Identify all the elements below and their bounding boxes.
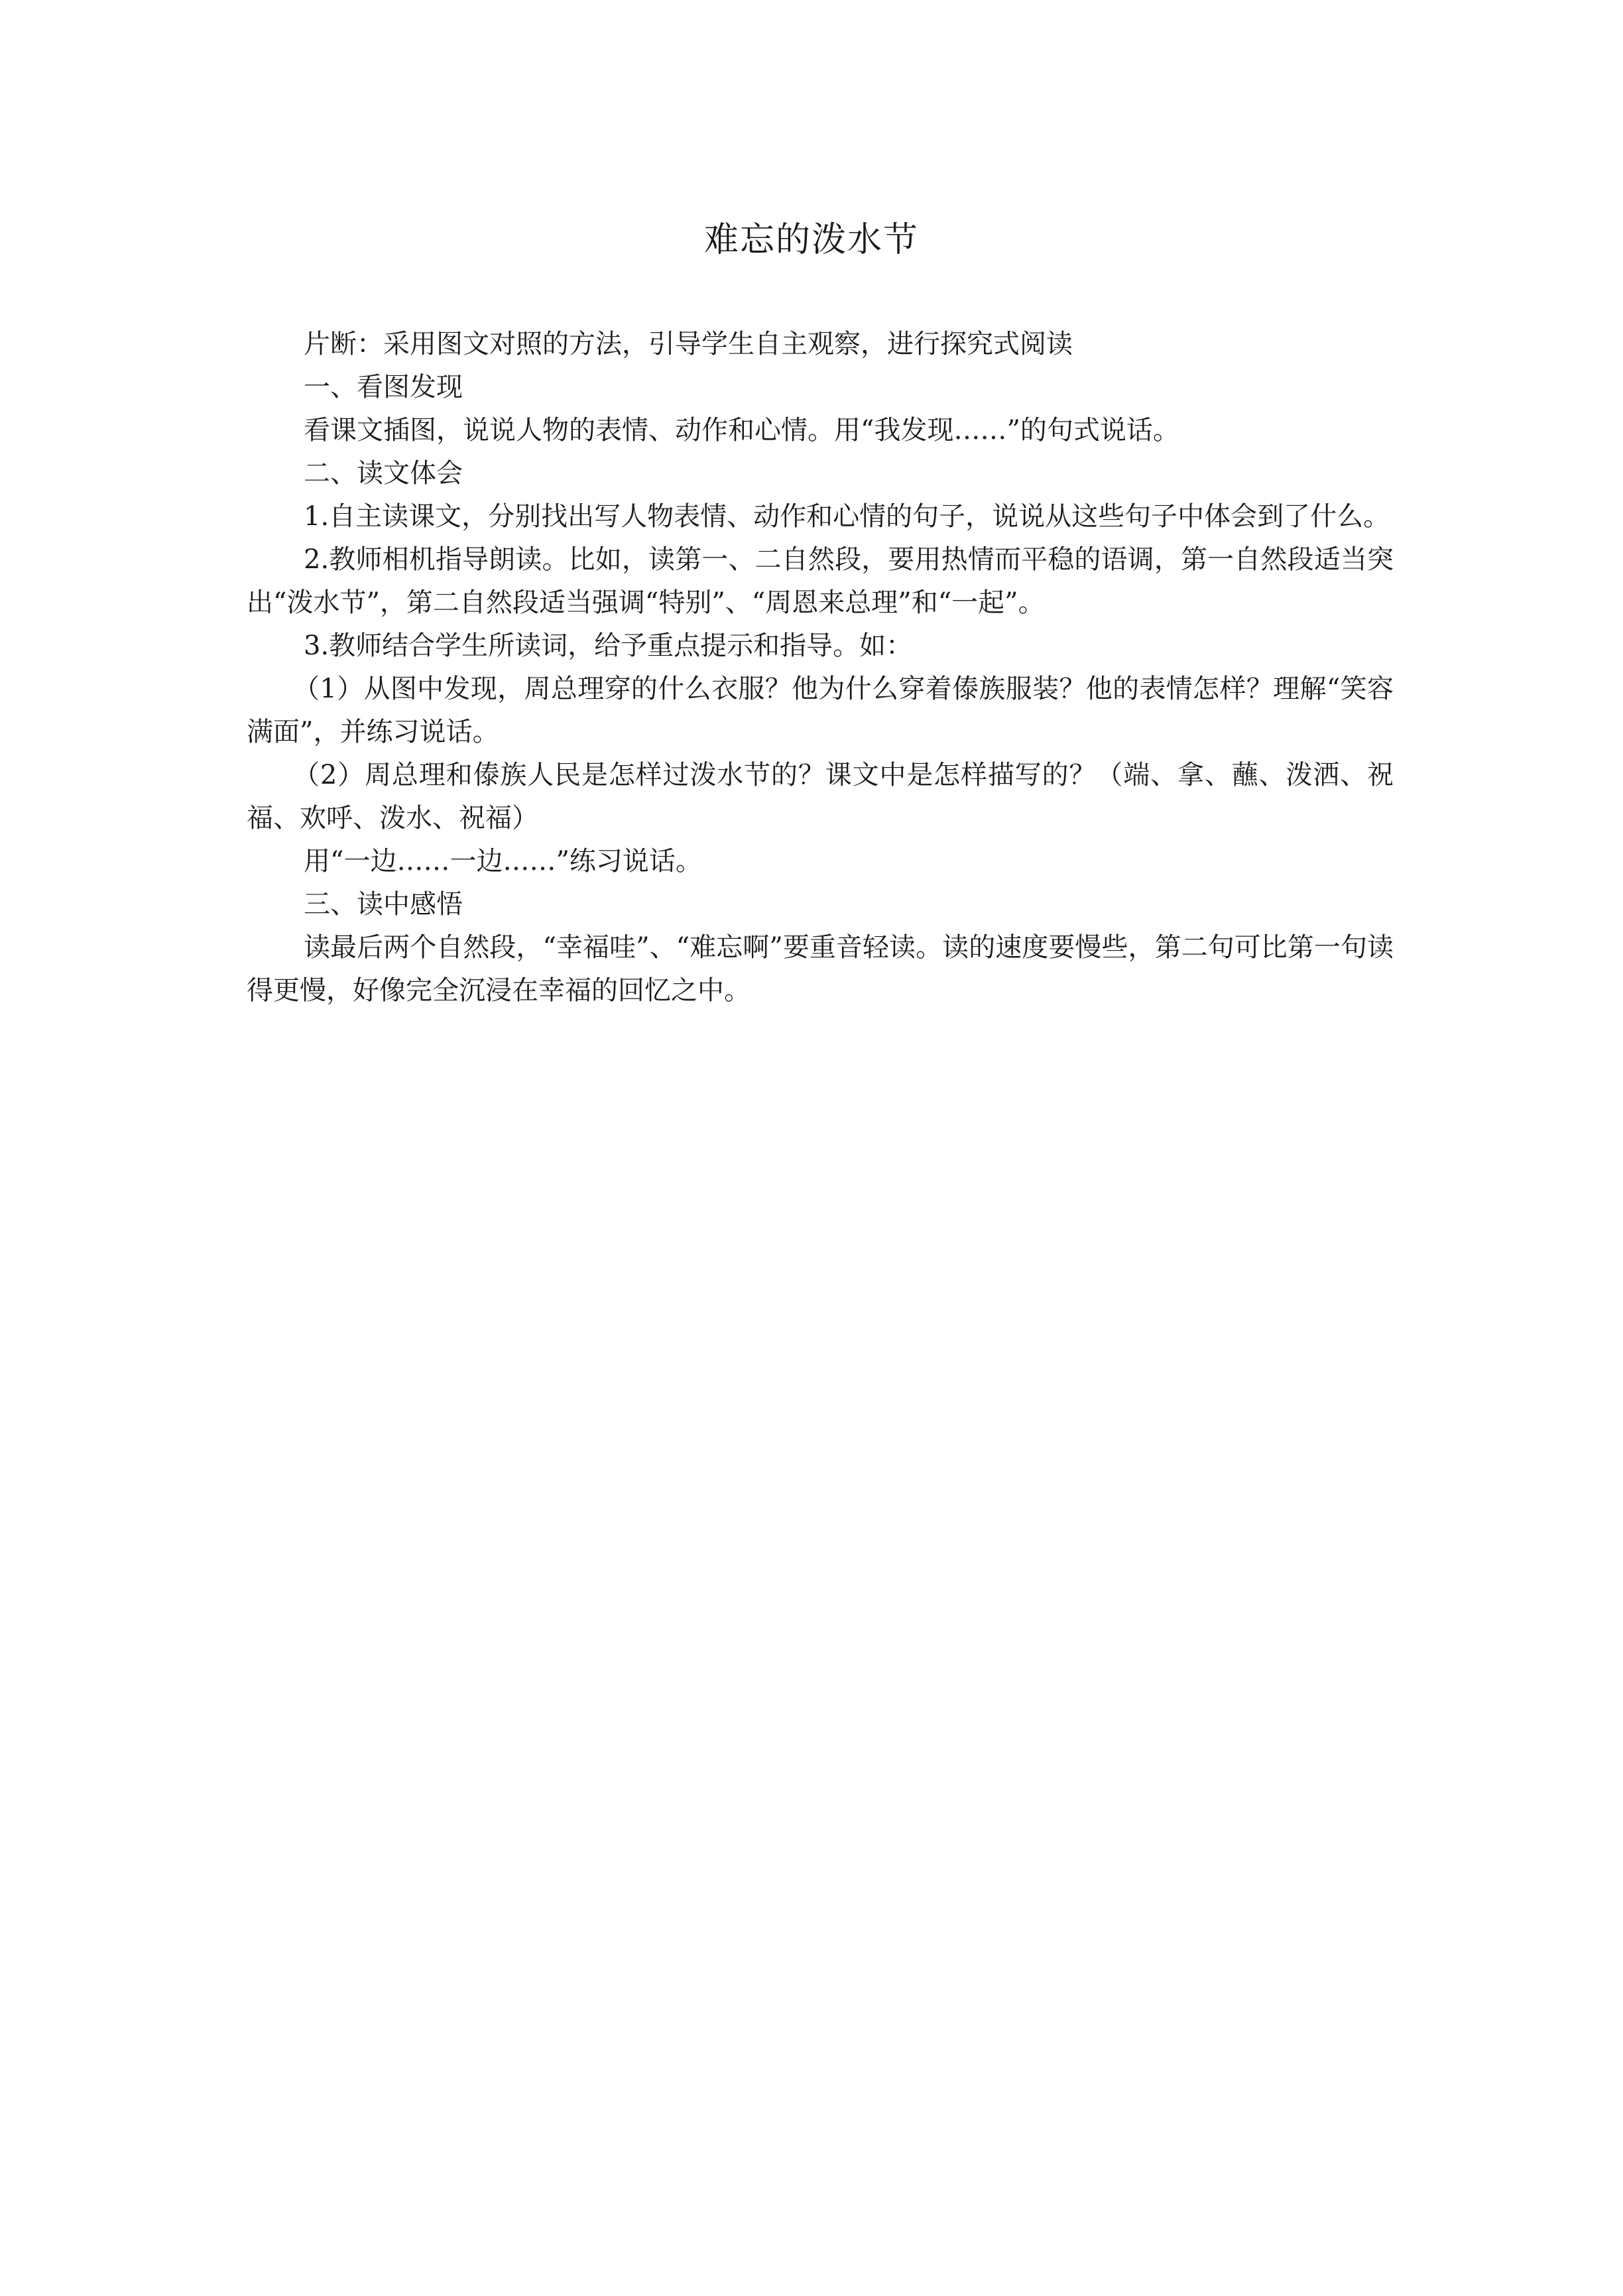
section-heading-1: 一、看图发现 [304, 372, 463, 402]
intro-paragraph: 片断：采用图文对照的方法，引导学生自主观察，进行探究式阅读 [304, 329, 1073, 359]
section-heading-3: 三、读中感悟 [304, 889, 463, 920]
section-2-subitem-1: （1）从图中发现，周总理穿的什么衣服？他为什么穿着傣族服装？他的表情怎样？理解“笑容满面”，并练习说话。 [247, 674, 1394, 747]
section-1-paragraph: 看课文插图，说说人物的表情、动作和心情。用“我发现……”的句式说话。 [304, 415, 1179, 446]
document-title: 难忘的泼水节 [703, 220, 919, 260]
section-2-item-2: 2.教师相机指导朗读。比如，读第一、二自然段，要用热情而平稳的语调，第一自然段适当突出“泼水节”，第二自然段适当强调“特别”、“周恩来总理”和“一起”。 [247, 544, 1394, 618]
document-body [247, 323, 1394, 1012]
section-2-practice: 用“一边……一边……”练习说话。 [304, 846, 702, 876]
section-2-subitem-2: （2）周总理和傣族人民是怎样过泼水节的？课文中是怎样描写的？（端、拿、蘸、泼洒、祝福、欢呼、泼水、祝福） [247, 760, 1394, 833]
section-2-item-1: 1.自主读课文，分别找出写人物表情、动作和心情的句子，说说从这些句子中体会到了什么。 [304, 501, 1390, 532]
section-3-paragraph: 读最后两个自然段，“幸福哇”、“难忘啊”要重音轻读。读的速度要慢些，第二句可比第一句读得更慢，好像完全沉浸在幸福的回忆之中。 [247, 932, 1394, 1006]
section-2-item-3: 3.教师结合学生所读词，给予重点提示和指导。如： [304, 631, 913, 661]
section-heading-2: 二、读文体会 [304, 458, 463, 489]
